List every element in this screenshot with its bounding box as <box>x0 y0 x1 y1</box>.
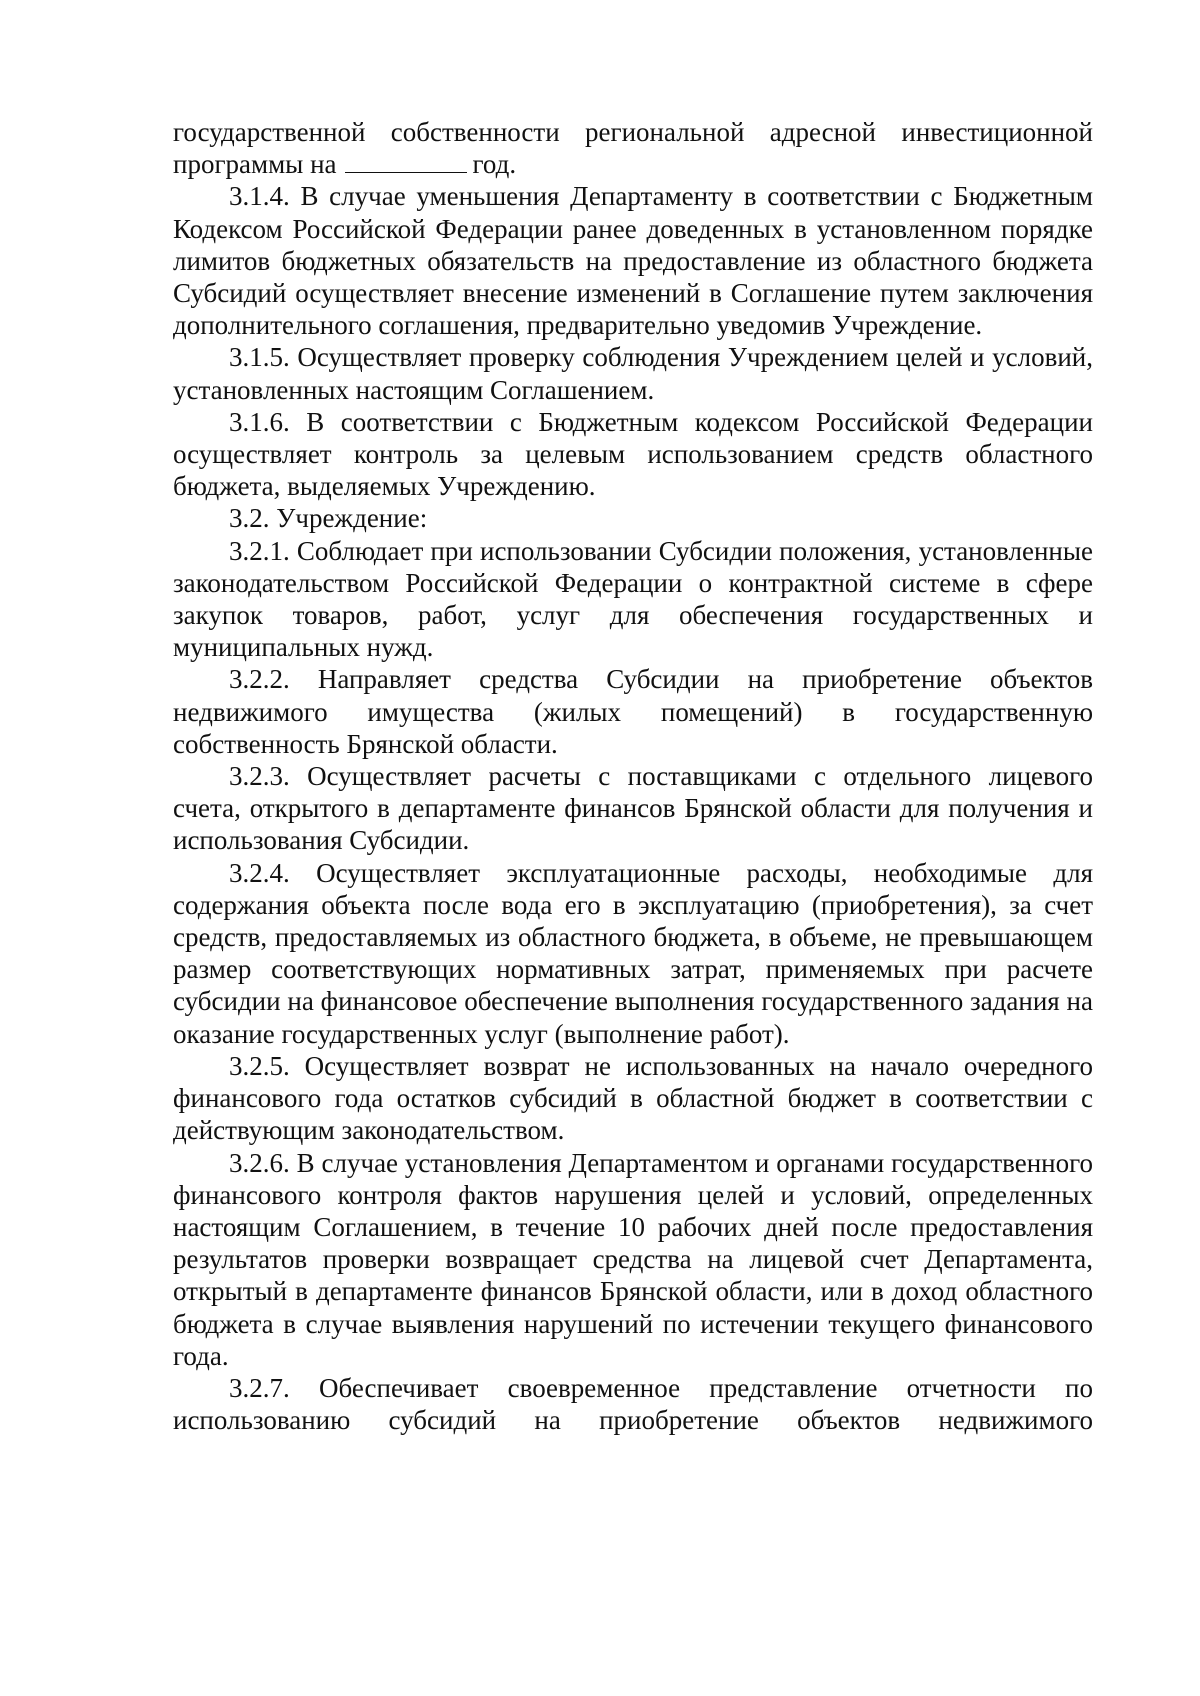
paragraph-3-2-5: 3.2.5. Осуществляет возврат не использованных на начало очередного финансового года остатков субсидий в областной бюджет в соответствии с действующим законодательством. <box>173 1050 1093 1146</box>
paragraph-3-2-2: 3.2.2. Направляет средства Субсидии на приобретение объектов недвижимого имущества (жилых помещений) в государственную собственность Брянской области. <box>173 664 1093 759</box>
lead-paragraph <box>173 116 1093 180</box>
paragraph-3-2-6: 3.2.6. В случае установления Департаментом и органами государственного финансового контроля фактов нарушения целей и условий, определенных настоящим Соглашением, в течение 10 рабочих дней после предоставления результатов проверки возвращает средства на лицевой счет Департамента, открытый в департаменте финансов Брянской области, или в доход областного бюджета в случае выявления нарушений по истечении текущего финансового года. <box>173 1147 1093 1371</box>
paragraph-3-1-4: 3.1.4. В случае уменьшения Департаменту в соответствии с Бюджетным Кодексом Российской Федерации ранее доведенных в установленном порядке лимитов бюджетных обязательств на предоставление из областного бюджета Субсидий осуществляет внесение изменений в Соглашение путем заключения дополнительного соглашения, предварительно уведомив Учреждение. <box>173 181 1093 341</box>
lead-text-end: год. <box>472 149 517 180</box>
document-body <box>173 116 1093 1436</box>
paragraph-3-2-3: 3.2.3. Осуществляет расчеты с поставщиками с отдельного лицевого счета, открытого в департаменте финансов Брянской области для получения и использования Субсидии. <box>173 761 1093 856</box>
lead-text: государственной собственности региональной адресной инвестиционной программы на <box>173 117 1093 180</box>
fill-in-blank <box>345 150 467 173</box>
paragraph-3-2-4: 3.2.4. Осуществляет эксплуатационные расходы, необходимые для содержания объекта после вода его в эксплуатацию (приобретения), за счет средств, предоставляемых из областного бюджета, в объеме, не превышающем размер соответствующих нормативных затрат, применяемых при расчете субсидии на финансовое обеспечение выполнения государственного задания на оказание государственных услуг (выполнение работ). <box>173 857 1093 1049</box>
paragraph-3-1-6: 3.1.6. В соответствии с Бюджетным кодексом Российской Федерации осуществляет контроль за целевым использованием средств областного бюджета, выделяемых Учреждению. <box>173 406 1093 502</box>
paragraph-3-1-5: 3.1.5. Осуществляет проверку соблюдения Учреждением целей и условий, установленных настоящим Соглашением. <box>173 342 1093 405</box>
paragraph-3-2-7: 3.2.7. Обеспечивает своевременное представление отчетности по использованию субсидий на приобретение объектов недвижимого <box>173 1372 1093 1436</box>
paragraph-3-2-1: 3.2.1. Соблюдает при использовании Субсидии положения, установленные законодательством Российской Федерации о контрактной системе в сфере закупок товаров, работ, услуг для обеспечения государственных и муниципальных нужд. <box>173 535 1093 663</box>
paragraph-3-2: 3.2. Учреждение: <box>229 503 428 534</box>
